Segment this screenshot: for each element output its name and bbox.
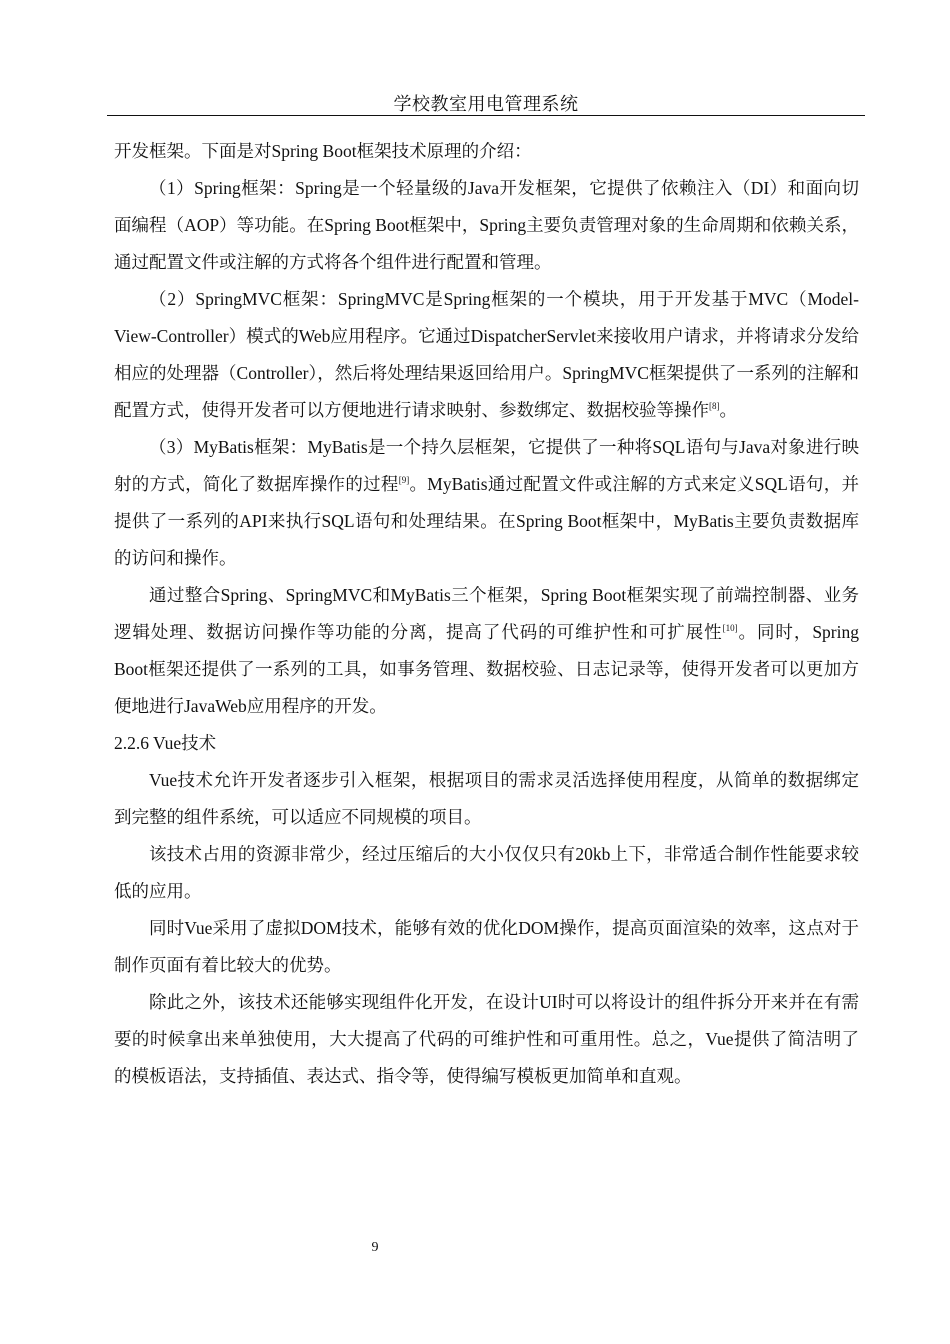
citation-10: [10] [722,623,738,633]
paragraph-mybatis [114,429,859,577]
paragraph-mybatis-text: （3）MyBatis框架：MyBatis是一个持久层框架，它提供了一种将SQL语句与Java对象进行映射的方式，简化了数据库操作的过程 [114,437,859,494]
paragraph-vue-2: 该技术占用的资源非常少，经过压缩后的大小仅仅只有20kb上下，非常适合制作性能要求较低的应用。 [114,844,859,901]
paragraph-vue-3: 同时Vue采用了虚拟DOM技术，能够有效的优化DOM操作，提高页面渲染的效率，这点对于制作页面有着比较大的优势。 [114,918,859,975]
section-heading-vue: 2.2.6 Vue技术 [114,733,217,753]
paragraph-springmvc-end: 。 [719,400,737,420]
paragraph-vue-4: 除此之外，该技术还能够实现组件化开发，在设计UI时可以将设计的组件拆分开来并在有需要的时候拿出来单独使用，大大提高了代码的可维护性和可重用性。总之，Vue提供了简洁明了的模板语法，支持插值、表达式、指令等，使得编写模板更加简单和直观。 [114,992,859,1086]
running-header-title: 学校教室用电管理系统 [393,94,579,114]
page-number: 9 [371,1240,379,1255]
paragraph-integration [114,577,859,725]
body-text [114,133,859,1095]
paragraph-mybatis-rest: 。MyBatis通过配置文件或注解的方式来定义SQL语句，并提供了一系列的API来执行SQL语句和处理结果。在Spring Boot框架中，MyBatis主要负责数据库的访问和操作。 [114,474,860,568]
header-divider [107,115,865,116]
paragraph-integration-rest: 。同时，Spring Boot框架还提供了一系列的工具，如事务管理、数据校验、日志记录等，使得开发者可以更加方便地进行JavaWeb应用程序的开发。 [114,622,859,716]
citation-9: [9] [398,475,410,485]
paragraph-springmvc [114,281,859,429]
paragraph-vue-1: Vue技术允许开发者逐步引入框架，根据项目的需求灵活选择使用程度，从简单的数据绑定到完整的组件系统，可以适应不同规模的项目。 [114,770,859,827]
paragraph-intro: 开发框架。下面是对Spring Boot框架技术原理的介绍： [114,141,532,161]
paragraph-spring: （1）Spring框架：Spring是一个轻量级的Java开发框架，它提供了依赖注入（DI）和面向切面编程（AOP）等功能。在Spring Boot框架中，Spring主要负责管理对象的生命周期和依赖关系，通过配置文件或注解的方式将各个组件进行配置和管理。 [114,178,859,272]
paragraph-integration-text: 通过整合Spring、SpringMVC和MyBatis三个框架，Spring Boot框架实现了前端控制器、业务逻辑处理、数据访问操作等功能的分离，提高了代码的可维护性和可扩展性 [114,585,859,642]
paragraph-springmvc-text: （2）SpringMVC框架：SpringMVC是Spring框架的一个模块，用于开发基于MVC（Model-View-Controller）模式的Web应用程序。它通过DispatcherServlet来接收用户请求，并将请求分发给相应的处理器（Controller），然后将处理结果返回给用户。SpringMVC框架提供了一系列的注解和配置方式，使得开发者可以方便地进行请求映射、参数绑定、数据校验等操作 [114,289,859,420]
citation-8: [8] [709,401,720,411]
